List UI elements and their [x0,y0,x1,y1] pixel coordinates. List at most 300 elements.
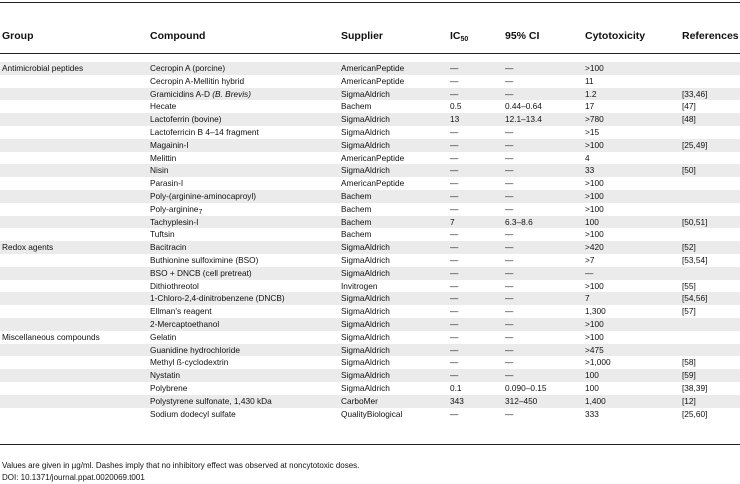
cell-compound-text: Dithiothreotol [150,280,199,291]
cell-ci-text: — [505,88,514,99]
cell-compound-text: Nystatin [150,370,180,381]
cell-ci-text: 0.44–0.64 [505,101,542,112]
cell-supplier [341,152,404,165]
cell-references [682,292,707,305]
cell-ci-text: — [505,126,514,137]
cell-ci-text: 0.090–0.15 [505,382,547,393]
cell-compound-text: Bacitracin [150,242,187,253]
cell-compound-text: Cecropin A-Mellitin hybrid [150,75,245,86]
cell-ci-text: — [505,178,514,189]
cell-ci-text: — [505,203,514,214]
cell-ci [505,100,542,113]
cell-ci-text: — [505,152,514,163]
cell-compound [150,331,176,344]
cell-references [682,408,707,421]
cell-ic50 [450,382,462,395]
cell-ci-text: 6.3–8.6 [505,216,533,227]
header-references: References [682,30,739,42]
table-row [0,113,740,126]
cell-ic50 [450,62,458,75]
cell-ic50-text: — [450,152,459,163]
cell-ic50-text: 0.5 [450,101,462,112]
cell-compound-text: Hecate [150,101,177,112]
table-doi: DOI: 10.1371/journal.ppat.0020069.t001 [2,473,145,482]
cell-cytotoxicity [585,344,604,357]
cell-ci-text: — [505,306,514,317]
cell-cytotoxicity [585,356,611,369]
cell-cytotoxicity [585,382,599,395]
cell-cytotoxicity-text: >100 [585,139,604,150]
cell-supplier-text: SigmaAldrich [341,318,390,329]
cell-cytotoxicity-text: 100 [585,216,599,227]
cell-compound [150,292,285,305]
cell-references-text: [58] [682,357,696,368]
cell-references [682,305,696,318]
cell-ci-text: — [505,331,514,342]
header-ic50 [450,30,468,46]
cell-compound [150,344,240,357]
cell-ci [505,216,533,229]
table-row [0,152,740,165]
cell-references-text: [52] [682,242,696,253]
cell-ci [505,356,513,369]
cell-cytotoxicity-text: 100 [585,382,599,393]
cell-cytotoxicity-text: 333 [585,408,599,419]
cell-supplier-text: SigmaAldrich [341,357,390,368]
cell-cytotoxicity-text: — [585,267,594,278]
cell-ic50-text: — [450,63,459,73]
cell-supplier [341,318,390,331]
cell-supplier [341,395,378,408]
table-row [0,331,740,344]
cell-ic50-text: 343 [450,395,464,406]
cell-compound [150,164,168,177]
cell-supplier [341,305,390,318]
cell-supplier-text: SigmaAldrich [341,344,390,355]
cell-ci [505,241,513,254]
cell-references-text: [47] [682,101,696,112]
cell-compound [150,228,175,241]
cell-compound-text: 1-Chloro-2,4-dinitrobenzene (DNCB) [150,293,285,304]
cell-cytotoxicity [585,254,594,267]
cell-ic50-text: — [450,242,459,253]
cell-compound [150,369,180,382]
cell-references [682,395,696,408]
cell-compound-text: Gramicidins A-D [150,88,213,99]
cell-ci-text: — [505,165,514,176]
cell-cytotoxicity-text: >7 [585,254,595,265]
cell-supplier-text: SigmaAldrich [341,165,390,176]
cell-group-text: Redox agents [2,242,54,253]
cell-group [2,241,53,254]
cell-supplier [341,331,390,344]
cell-ci-text: — [505,267,514,278]
cell-ci [505,139,513,152]
cell-ic50 [450,254,458,267]
cell-supplier [341,228,371,241]
table-row [0,254,740,267]
cell-supplier [341,382,390,395]
cell-cytotoxicity [585,292,590,305]
cell-ci [505,344,513,357]
cell-ic50 [450,113,459,126]
cell-ci [505,152,513,165]
cell-ic50-text: — [450,370,459,381]
cell-supplier [341,139,390,152]
table-row [0,164,740,177]
cell-ci-text: — [505,357,514,368]
cell-compound [150,75,244,88]
cell-cytotoxicity [585,139,604,152]
table-footnote: Values are given in µg/ml. Dashes imply that no inhibitory effect was observed at noncytotoxic doses. [2,461,360,470]
cell-ci [505,395,537,408]
cell-ic50 [450,177,458,190]
cell-supplier [341,75,404,88]
cell-cytotoxicity-text: >100 [585,318,604,329]
cell-supplier [341,216,371,229]
cell-compound-text: Magainin-I [150,139,189,150]
cell-cytotoxicity [585,126,599,139]
table-row [0,228,740,241]
cell-ic50 [450,152,458,165]
cell-compound [150,100,176,113]
cell-compound-text: Tuftsin [150,229,175,240]
cell-supplier [341,254,390,267]
header-supplier: Supplier [341,30,384,42]
cell-ic50-text: — [450,280,459,291]
table-row [0,126,740,139]
cell-cytotoxicity-text: 1,400 [585,395,606,406]
cell-cytotoxicity [585,88,597,101]
cell-supplier [341,267,390,280]
cell-compound [150,267,252,280]
cell-cytotoxicity-text: >100 [585,190,604,201]
cell-references [682,241,696,254]
cell-supplier-text: Invitrogen [341,280,378,291]
cell-compound [150,152,176,165]
cell-supplier-text: SigmaAldrich [341,382,390,393]
cell-supplier-text: CarboMer [341,395,378,406]
cell-ic50 [450,395,464,408]
cell-ic50-text: 7 [450,216,455,227]
cell-references-text: [53,54] [682,254,708,265]
cell-supplier-text: SigmaAldrich [341,88,390,99]
table-body [0,62,740,420]
cell-ic50 [450,164,458,177]
cell-references-text: [48] [682,114,696,125]
cell-cytotoxicity-text: >100 [585,63,604,73]
cell-cytotoxicity [585,177,604,190]
cell-cytotoxicity [585,62,604,75]
cell-cytotoxicity-text: 4 [585,152,590,163]
cell-cytotoxicity [585,331,604,344]
cell-compound-text: Melittin [150,152,177,163]
cell-supplier-text: Bachem [341,216,372,227]
cell-ic50 [450,292,458,305]
cell-cytotoxicity [585,280,604,293]
cell-ic50 [450,228,458,241]
cell-references [682,216,707,229]
cell-ci [505,113,542,126]
cell-ic50-text: — [450,88,459,99]
cell-compound-text: Buthionine sulfoximine (BSO) [150,254,259,265]
table-row [0,139,740,152]
table-row [0,280,740,293]
cell-ic50-text: 0.1 [450,382,462,393]
header-group: Group [2,30,34,42]
cell-ci-text: — [505,344,514,355]
cell-ci [505,331,513,344]
cell-cytotoxicity [585,113,604,126]
cell-compound-text: BSO + DNCB (cell pretreat) [150,267,252,278]
cell-supplier [341,241,390,254]
cell-references-text: [50] [682,165,696,176]
cell-cytotoxicity [585,369,599,382]
cell-ci-text: 312–450 [505,395,538,406]
cell-ic50 [450,369,458,382]
cell-ic50 [450,216,455,229]
cell-cytotoxicity [585,395,606,408]
cell-ci [505,267,513,280]
cell-ci [505,408,513,421]
cell-supplier-text: SigmaAldrich [341,126,390,137]
cell-references [682,100,696,113]
table-row [0,267,740,280]
cell-references-text: [25,60] [682,408,708,419]
cell-compound [150,203,202,216]
cell-compound-text: Gelatin [150,331,177,342]
table-row [0,62,740,75]
table-row [0,318,740,331]
cell-ci-text: — [505,280,514,291]
cell-supplier-text: QualityBiological [341,408,403,419]
cell-compound-text: Parasin-I [150,178,184,189]
cell-compound [150,395,272,408]
cell-ic50 [450,190,458,203]
cell-references-text: [54,56] [682,293,708,304]
cell-ic50 [450,344,458,357]
cell-group-text: Antimicrobial peptides [2,63,84,73]
cell-compound-text: 2-Mercaptoethanol [150,318,220,329]
cell-compound-text: Polystyrene sulfonate, 1,430 kDa [150,395,272,406]
cell-supplier [341,408,402,421]
cell-group [2,331,100,344]
cell-cytotoxicity-text: >100 [585,331,604,342]
cell-ci [505,88,513,101]
cell-cytotoxicity-text: 100 [585,370,599,381]
top-rule [0,2,740,3]
cell-group-text: Miscellaneous compounds [2,331,100,342]
table-row [0,356,740,369]
cell-compound-text: Guanidine hydrochloride [150,344,240,355]
header-cytotoxicity: Cytotoxicity [585,30,646,42]
cell-ci-text: — [505,63,514,73]
cell-compound [150,318,219,331]
cell-cytotoxicity [585,100,594,113]
cell-cytotoxicity-text: >780 [585,114,604,125]
cell-cytotoxicity-text: >100 [585,178,604,189]
cell-ic50-text: — [450,139,459,150]
table-row [0,190,740,203]
cell-references [682,356,696,369]
cell-supplier [341,100,371,113]
header-ic50-sub: 50 [460,36,469,43]
cell-references [682,254,707,267]
cell-compound [150,216,198,229]
cell-ic50 [450,331,458,344]
cell-ci [505,254,513,267]
cell-compound-text: Cecropin A (porcine) [150,63,226,73]
cell-supplier [341,356,390,369]
cell-ci-text: — [505,370,514,381]
cell-ic50-text: — [450,229,459,240]
cell-references-text: [55] [682,280,696,291]
cell-ci [505,126,513,139]
cell-references-text: [59] [682,370,696,381]
cell-supplier-text: Bachem [341,203,372,214]
cell-supplier-text: Bachem [341,101,372,112]
cell-supplier-text: SigmaAldrich [341,306,390,317]
cell-references [682,280,696,293]
cell-cytotoxicity [585,228,604,241]
cell-cytotoxicity-text: 7 [585,293,590,304]
cell-ci [505,369,513,382]
cell-ic50 [450,356,458,369]
cell-cytotoxicity [585,75,594,88]
cell-compound [150,382,187,395]
table-row [0,203,740,216]
cell-ci-text: — [505,408,514,419]
cell-ci [505,62,513,75]
cell-supplier [341,62,404,75]
cell-cytotoxicity-text: 1,300 [585,306,606,317]
table-row [0,344,740,357]
cell-compound-text: Poly-arginine [150,203,199,214]
cell-ic50 [450,318,458,331]
cell-group [2,62,83,75]
cell-cytotoxicity-text: >420 [585,242,604,253]
cell-ci-text: — [505,229,514,240]
cell-ci-text: — [505,242,514,253]
table-row [0,408,740,421]
cell-ci [505,382,547,395]
cell-cytotoxicity-text: >475 [585,344,604,355]
cell-references-text: [25,49] [682,139,708,150]
cell-cytotoxicity [585,203,604,216]
cell-ci [505,164,513,177]
cell-ci-text: — [505,190,514,201]
cell-cytotoxicity [585,408,599,421]
cell-compound [150,139,189,152]
cell-ic50 [450,305,458,318]
cell-compound [150,126,259,139]
cell-supplier-text: AmericanPeptide [341,75,405,86]
cell-ci-text: — [505,254,514,265]
cell-references [682,382,707,395]
cell-references-text: [33,46] [682,88,708,99]
cell-compound-text: Lactoferricin B 4–14 fragment [150,126,259,137]
header-ci: 95% CI [505,30,540,42]
cell-ic50 [450,280,458,293]
cell-ci [505,75,513,88]
cell-ic50 [450,88,458,101]
cell-supplier [341,177,404,190]
cell-ci-text: — [505,318,514,329]
cell-references [682,113,696,126]
cell-cytotoxicity [585,152,590,165]
cell-compound-text: Lactoferrin (bovine) [150,114,222,125]
cell-ic50-text: — [450,344,459,355]
cell-ic50-text: — [450,318,459,329]
cell-cytotoxicity [585,241,604,254]
cell-ic50-text: — [450,267,459,278]
header-ic50-prefix: IC [450,30,461,42]
cell-ic50 [450,267,458,280]
cell-ic50 [450,100,462,113]
cell-ci-text: 12.1–13.4 [505,114,542,125]
cell-ci [505,280,513,293]
cell-ic50-text: — [450,203,459,214]
cell-ic50-text: — [450,190,459,201]
cell-compound-text: Sodium dodecyl sulfate [150,408,236,419]
cell-ci [505,228,513,241]
cell-ic50-text: — [450,126,459,137]
header-rule [0,53,740,54]
cell-ic50 [450,75,458,88]
cell-references-text: [57] [682,306,696,317]
cell-cytotoxicity [585,305,606,318]
cell-compound [150,190,256,203]
cell-references-text: [38,39] [682,382,708,393]
cell-references [682,164,696,177]
cell-cytotoxicity-text: >100 [585,229,604,240]
cell-cytotoxicity-text: 1.2 [585,88,597,99]
cell-compound-text: Methyl ß-cyclodextrin [150,357,229,368]
cell-supplier [341,190,371,203]
cell-supplier-text: SigmaAldrich [341,331,390,342]
cell-cytotoxicity-text: 17 [585,101,595,112]
table-row [0,395,740,408]
cell-supplier-text: AmericanPeptide [341,152,405,163]
cell-supplier [341,203,371,216]
cell-supplier-text: SigmaAldrich [341,267,390,278]
cell-compound [150,305,212,318]
cell-ci-text: — [505,293,514,304]
cell-supplier-text: SigmaAldrich [341,254,390,265]
cell-supplier [341,88,390,101]
cell-supplier-text: SigmaAldrich [341,242,390,253]
cell-compound [150,177,183,190]
table-row [0,88,740,101]
table-row [0,241,740,254]
cell-cytotoxicity-text: 33 [585,165,595,176]
cell-compound [150,241,186,254]
cell-supplier [341,164,390,177]
cell-compound-text: Nisin [150,165,169,176]
cell-supplier [341,344,390,357]
cell-cytotoxicity-text: >100 [585,280,604,291]
cell-ic50 [450,126,458,139]
table-row [0,305,740,318]
cell-compound [150,88,251,101]
cell-ci [505,203,513,216]
cell-ic50-text: — [450,306,459,317]
cell-compound [150,62,225,75]
cell-compound-text: Polybrene [150,382,188,393]
cell-references-text: [12] [682,395,696,406]
cell-ci [505,177,513,190]
cell-ic50 [450,139,458,152]
